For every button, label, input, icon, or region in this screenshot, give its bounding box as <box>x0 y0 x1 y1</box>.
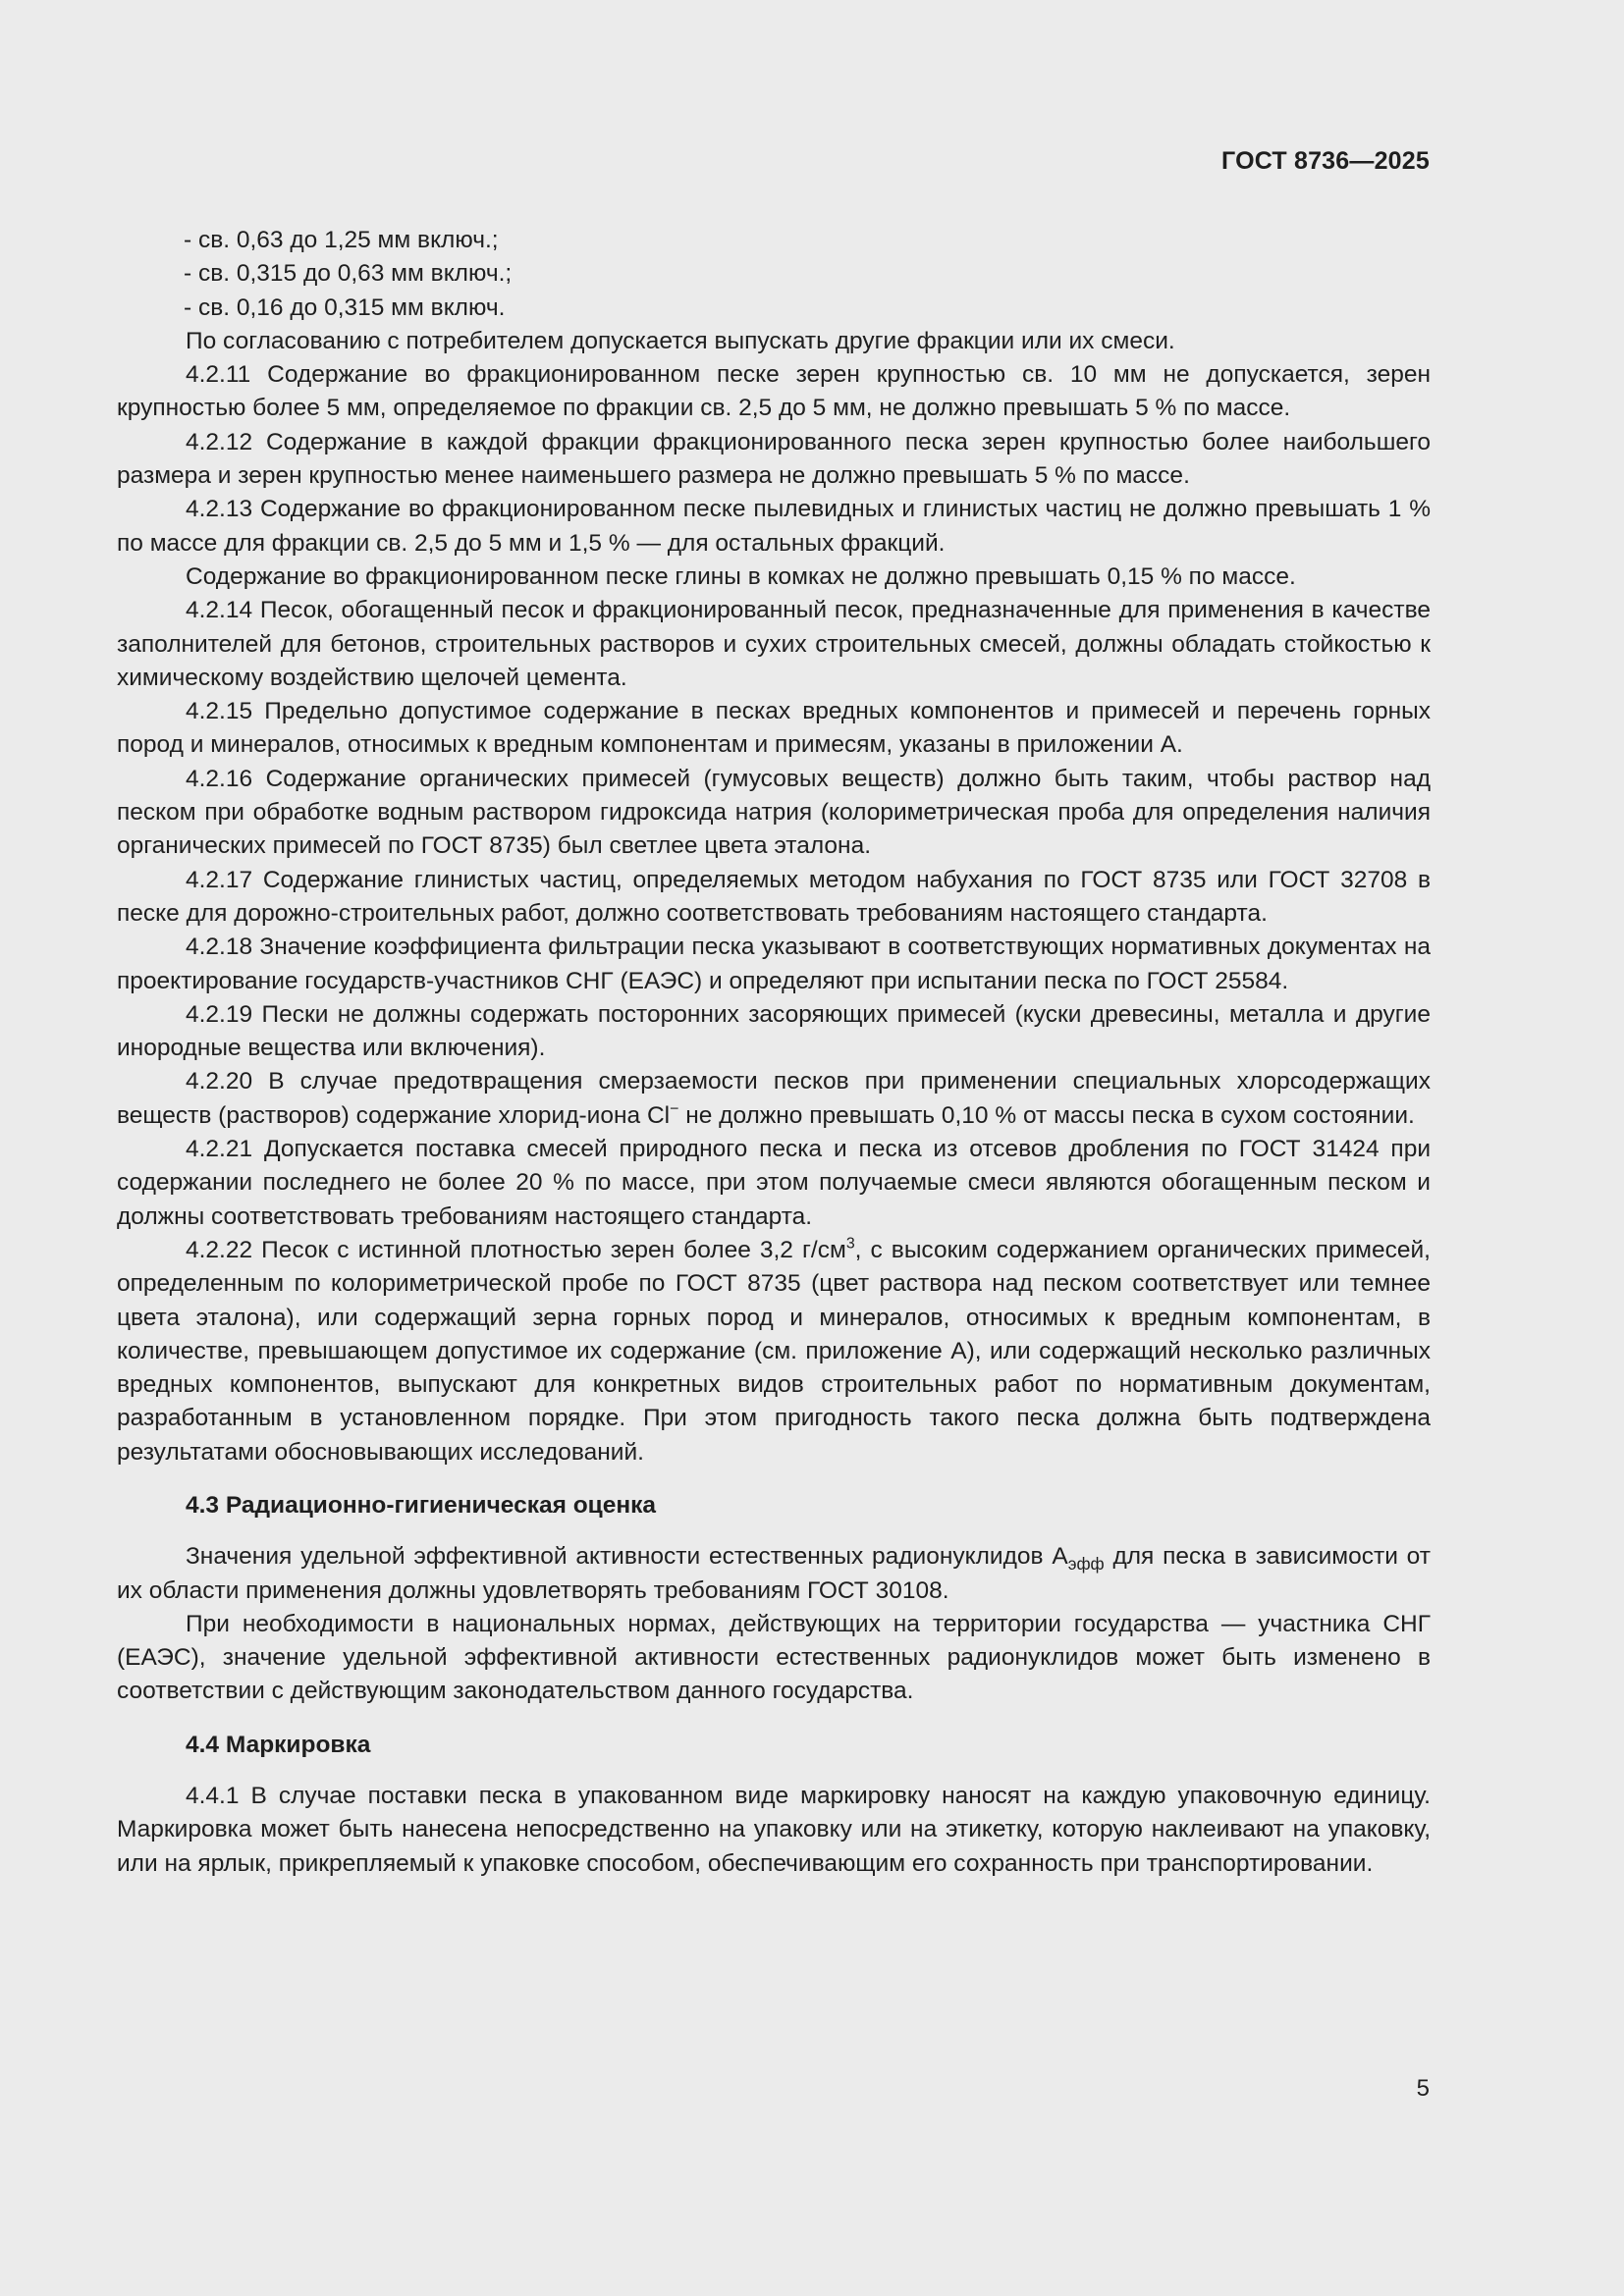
paragraph-4-2-15: 4.2.15 Предельно допустимое содержание в песках вредных компонентов и примесей и перечень горных пород и минералов, относимых к вредным компонентам и примесям, указаны в приложении А. <box>117 698 1431 759</box>
paragraph-4-2-16: 4.2.16 Содержание органических примесей (гумусовых веществ) должно быть таким, чтобы раствор над песком при обработке водным раствором гидроксида натрия (колориметрическая проба для определения наличия органических примесей по ГОСТ 8735) был светлее цвета эталона. <box>117 765 1431 860</box>
paragraph-4-2-22-text-a: 4.2.22 Песок с истинной плотностью зерен более 3,2 г/см <box>186 1236 846 1263</box>
list-item-fraction-2: - св. 0,315 до 0,63 мм включ.; <box>184 260 513 288</box>
paragraph-4-2-20 <box>117 1065 1431 1133</box>
paragraph-4-2-20-text-b: не должно превышать 0,10 % от массы песка в сухом состоянии. <box>678 1101 1415 1129</box>
paragraph-4-4-1: 4.4.1 В случае поставки песка в упакованном виде маркировку наносят на каждую упаковочную единицу. Маркировка может быть нанесена непосредственно на упаковку или на этикетку, которую наклеивают на упаковку, или на ярлык, прикрепляемый к упаковке способом, обеспечивающим его сохранность при транспортировании. <box>117 1783 1431 1877</box>
paragraph-4-2-22-text-b: , с высоким содержанием органических примесей, определенным по колориметрической пробе по ГОСТ 8735 (цвет раствора над песком соответствует или темнее цвета эталона), или содержащий зерна горных пород и минералов, относимых к вредным компонентам, в количестве, превышающем допустимое их содержание (см. приложение А), или содержащий несколько различных вредных компонентов, выпускают для конкретных видов строительных работ по нормативным документам, разработанным в установленном порядке. При этом пригодность такого песка должна быть подтверждена результатами обосновывающих исследований. <box>117 1236 1431 1466</box>
paragraph-agreement: По согласованию с потребителем допускается выпускать другие фракции или их смеси. <box>186 327 1175 354</box>
paragraph-4-2-11: 4.2.11 Содержание во фракционированном песке зерен крупностью св. 10 мм не допускается, зерен крупностью более 5 мм, определяемое по фракции св. 2,5 до 5 мм, не должно превышать 5 % по массе. <box>117 361 1431 422</box>
document-code-header: ГОСТ 8736—2025 <box>1221 147 1430 175</box>
section-heading-4-3: 4.3 Радиационно-гигиеническая оценка <box>186 1491 657 1519</box>
list-item-fraction-1: - св. 0,63 до 1,25 мм включ.; <box>184 227 499 253</box>
document-body <box>117 224 1431 1881</box>
paragraph-4-2-17: 4.2.17 Содержание глинистых частиц, определяемых методом набухания по ГОСТ 8735 или ГОСТ 32708 в песке для дорожно-строительных работ, должно соответствовать требованиям настоящего стандарта. <box>117 866 1431 927</box>
list-item-fraction-3: - св. 0,16 до 0,315 мм включ. <box>184 294 506 321</box>
paragraph-4-2-12: 4.2.12 Содержание в каждой фракции фракционированного песка зерен крупностью более наибольшего размера и зерен крупностью менее наименьшего размера не должно превышать 5 % по массе. <box>117 428 1431 490</box>
paragraph-4-2-19: 4.2.19 Пески не должны содержать посторонних засоряющих примесей (куски древесины, металла и другие инородные вещества или включения). <box>117 1000 1431 1062</box>
density-unit-superscript: 3 <box>845 1235 855 1253</box>
paragraph-4-2-13: 4.2.13 Содержание во фракционированном песке пылевидных и глинистых частиц не должно превышать 1 % по массе для фракции св. 2,5 до 5 мм и 1,5 % — для остальных фракций. <box>117 496 1431 557</box>
paragraph-4-2-18: 4.2.18 Значение коэффициента фильтрации песка указывают в соответствующих нормативных документах на проектирование государств-участников СНГ (ЕАЭС) и определяют при испытании песка по ГОСТ 25584. <box>117 934 1431 994</box>
section-heading-4-4: 4.4 Маркировка <box>186 1731 371 1758</box>
paragraph-4-2-14: 4.2.14 Песок, обогащенный песок и фракционированный песок, предназначенные для применения в качестве заполнителей для бетонов, строительных растворов и сухих строительных смесей, должны обладать стойкостью к химическому воздействию щелочей цемента. <box>117 597 1431 691</box>
chloride-charge-superscript: − <box>670 1100 679 1118</box>
paragraph-4-3-activity <box>117 1540 1431 1608</box>
paragraph-4-3-text-a: Значения удельной эффективной активности естественных радионуклидов А <box>186 1543 1068 1571</box>
page-number: 5 <box>1416 2075 1430 2102</box>
paragraph-4-2-21: 4.2.21 Допускается поставка смесей природного песка и песка из отсевов дробления по ГОСТ 31424 при содержании последнего не более 20 % по массе, при этом получаемые смеси являются обогащенным песком и должны соответствовать требованиям настоящего стандарта. <box>117 1136 1431 1230</box>
effective-subscript: эфф <box>1067 1554 1105 1575</box>
paragraph-4-2-20-text-a: 4.2.20 В случае предотвращения смерзаемости песков при применении специальных хлорсодержащих веществ (растворов) содержание хлорид-иона Cl <box>117 1068 1431 1129</box>
paragraph-4-3-national-norms: При необходимости в национальных нормах, действующих на территории государства — участника СНГ (ЕАЭС), значение удельной эффективной активности естественных радионуклидов может быть изменено в соответствии с действующим законодательством данного государства. <box>117 1610 1431 1705</box>
paragraph-clay-lumps: Содержание во фракционированном песке глины в комках не должно превышать 0,15 % по массе. <box>186 562 1296 590</box>
paragraph-4-3-text-b: для песка в зависимости от их области применения должны удовлетворять требованиям ГОСТ 30108. <box>117 1543 1431 1604</box>
paragraph-4-2-22 <box>117 1234 1431 1469</box>
